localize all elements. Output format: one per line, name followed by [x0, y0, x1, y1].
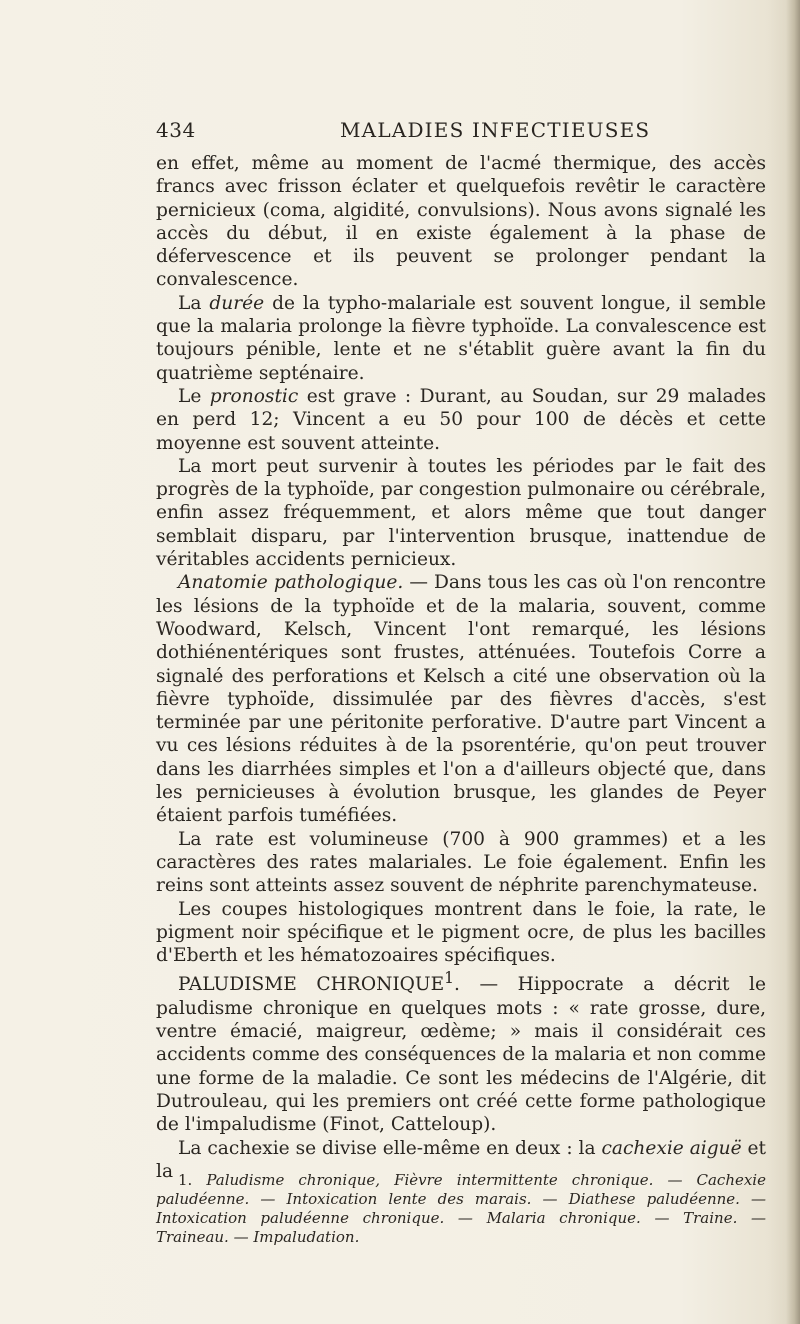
paragraph-text: Les coupes histologiques montrent dans le foie, la rate, le pigment noir spécifique et le pigment ocre, de plus les bacilles d'Eberth et les hématozoaires spécifiques.: [156, 898, 766, 967]
page-gutter-shadow: [786, 0, 800, 1324]
italic-term: cachexie aiguë: [601, 1137, 742, 1159]
paragraph-text: et la: [156, 1137, 766, 1182]
page-number: 434: [156, 118, 196, 142]
paragraph-acces: [156, 152, 766, 292]
section-heading-italic: Anatomie pathologique.: [178, 572, 404, 594]
paragraph-coupes: [156, 898, 766, 968]
paragraph-lead: La: [178, 292, 210, 314]
paragraph-text: en effet, même au moment de l'acmé thermique, des accès francs avec frisson éclater et quelquefois revêtir le caractère pernicieux (coma, algidité, convulsions). Nous avons signalé les accès du début, il en existe également à la phase de défervescence et ils peuvent se prolonger pendant la convalescence.: [156, 153, 766, 291]
paragraph-pronostic: [156, 385, 766, 455]
italic-term: durée: [209, 292, 265, 314]
paragraph-lead: Le: [178, 385, 210, 407]
section-heading: PALUDISME CHRONIQUE: [178, 974, 445, 996]
body-text: [156, 152, 766, 1183]
paragraph-text: — Dans tous les cas où l'on rencontre les lésions de la typhoïde et de la malaria, souvent, comme Woodward, Kelsch, Vincent l'ont remarqué, les lésions dothiénentériques sont frustes, atténuées. Toutefois Corre a signalé des perforations et Kelsch a cité une observation où la fièvre typhoïde, dissimulée par des fièvres d'accès, s'est terminée par une péritonite perforative. D'autre part Vincent a vu ces lésions réduites à de la psorentérie, qu'on peut trouver dans les diarrhées simples et l'on a d'ailleurs objecté que, dans les pernicieuses à évolution brusque, les glandes de Peyer étaient parfois tuméfiées.: [156, 572, 766, 827]
paragraph-text: La rate est volumineuse (700 à 900 grammes) et a les caractères des rates malariales. Le foie également. Enfin les reins sont atteints assez souvent de néphrite parenchymateuse.: [156, 828, 766, 897]
paragraph-paludisme-chronique: [156, 967, 766, 1136]
running-head: MALADIES INFECTIEUSES: [340, 118, 651, 142]
footnote-ref: 1: [444, 969, 455, 988]
footnotes: [156, 1171, 766, 1247]
paragraph-text: est grave : Durant, au Soudan, sur 29 malades en perd 12; Vincent a eu 50 pour 100 de décès et cette moyenne est souvent atteinte.: [156, 385, 766, 454]
paragraph-lead: La cachexie se divise elle-même en deux : la: [178, 1137, 602, 1159]
footnote: [156, 1171, 766, 1247]
paragraph-text: La mort peut survenir à toutes les périodes par le fait des progrès de la typhoïde, par congestion pulmonaire ou cérébrale, enfin assez fréquemment, et alors même que tout danger semblait disparu, par l'intervention brusque, inattendue de véritables accidents pernicieux.: [156, 455, 766, 571]
paragraph-mort: [156, 455, 766, 571]
paragraph-anatomie: [156, 571, 766, 827]
italic-term: pronostic: [209, 385, 299, 407]
paragraph-duree: [156, 292, 766, 385]
footnote-number: 1.: [178, 1171, 193, 1189]
paragraph-text: de la typho-malariale est souvent longue, il semble que la malaria prolonge la fièvre typhoïde. La convalescence est toujours pénible, lente et ne s'établit guère avant la fin du quatrième septénaire.: [156, 292, 766, 384]
paragraph-text: . — Hippocrate a décrit le paludisme chronique en quelques mots : « rate grosse, dure, ventre émacié, maigreur, œdème; » mais il considérait ces accidents comme des conséquences de la malaria et non comme une forme de la maladie. Ce sont les médecins de l'Algérie, dit Dutrouleau, qui les premiers ont créé cette forme pathologique de l'impaludisme (Finot, Catteloup).: [156, 974, 766, 1136]
footnote-text: Paludisme chronique, Fièvre intermittente chronique. — Cachexie paludéenne. — Intoxication lente des marais. — Diathese paludéenne. — Intoxication paludéenne chronique. — Malaria chronique. — Traine. — Traineau. — Impaludation.: [156, 1171, 766, 1246]
paragraph-rate: [156, 828, 766, 898]
page-header: [156, 118, 766, 142]
